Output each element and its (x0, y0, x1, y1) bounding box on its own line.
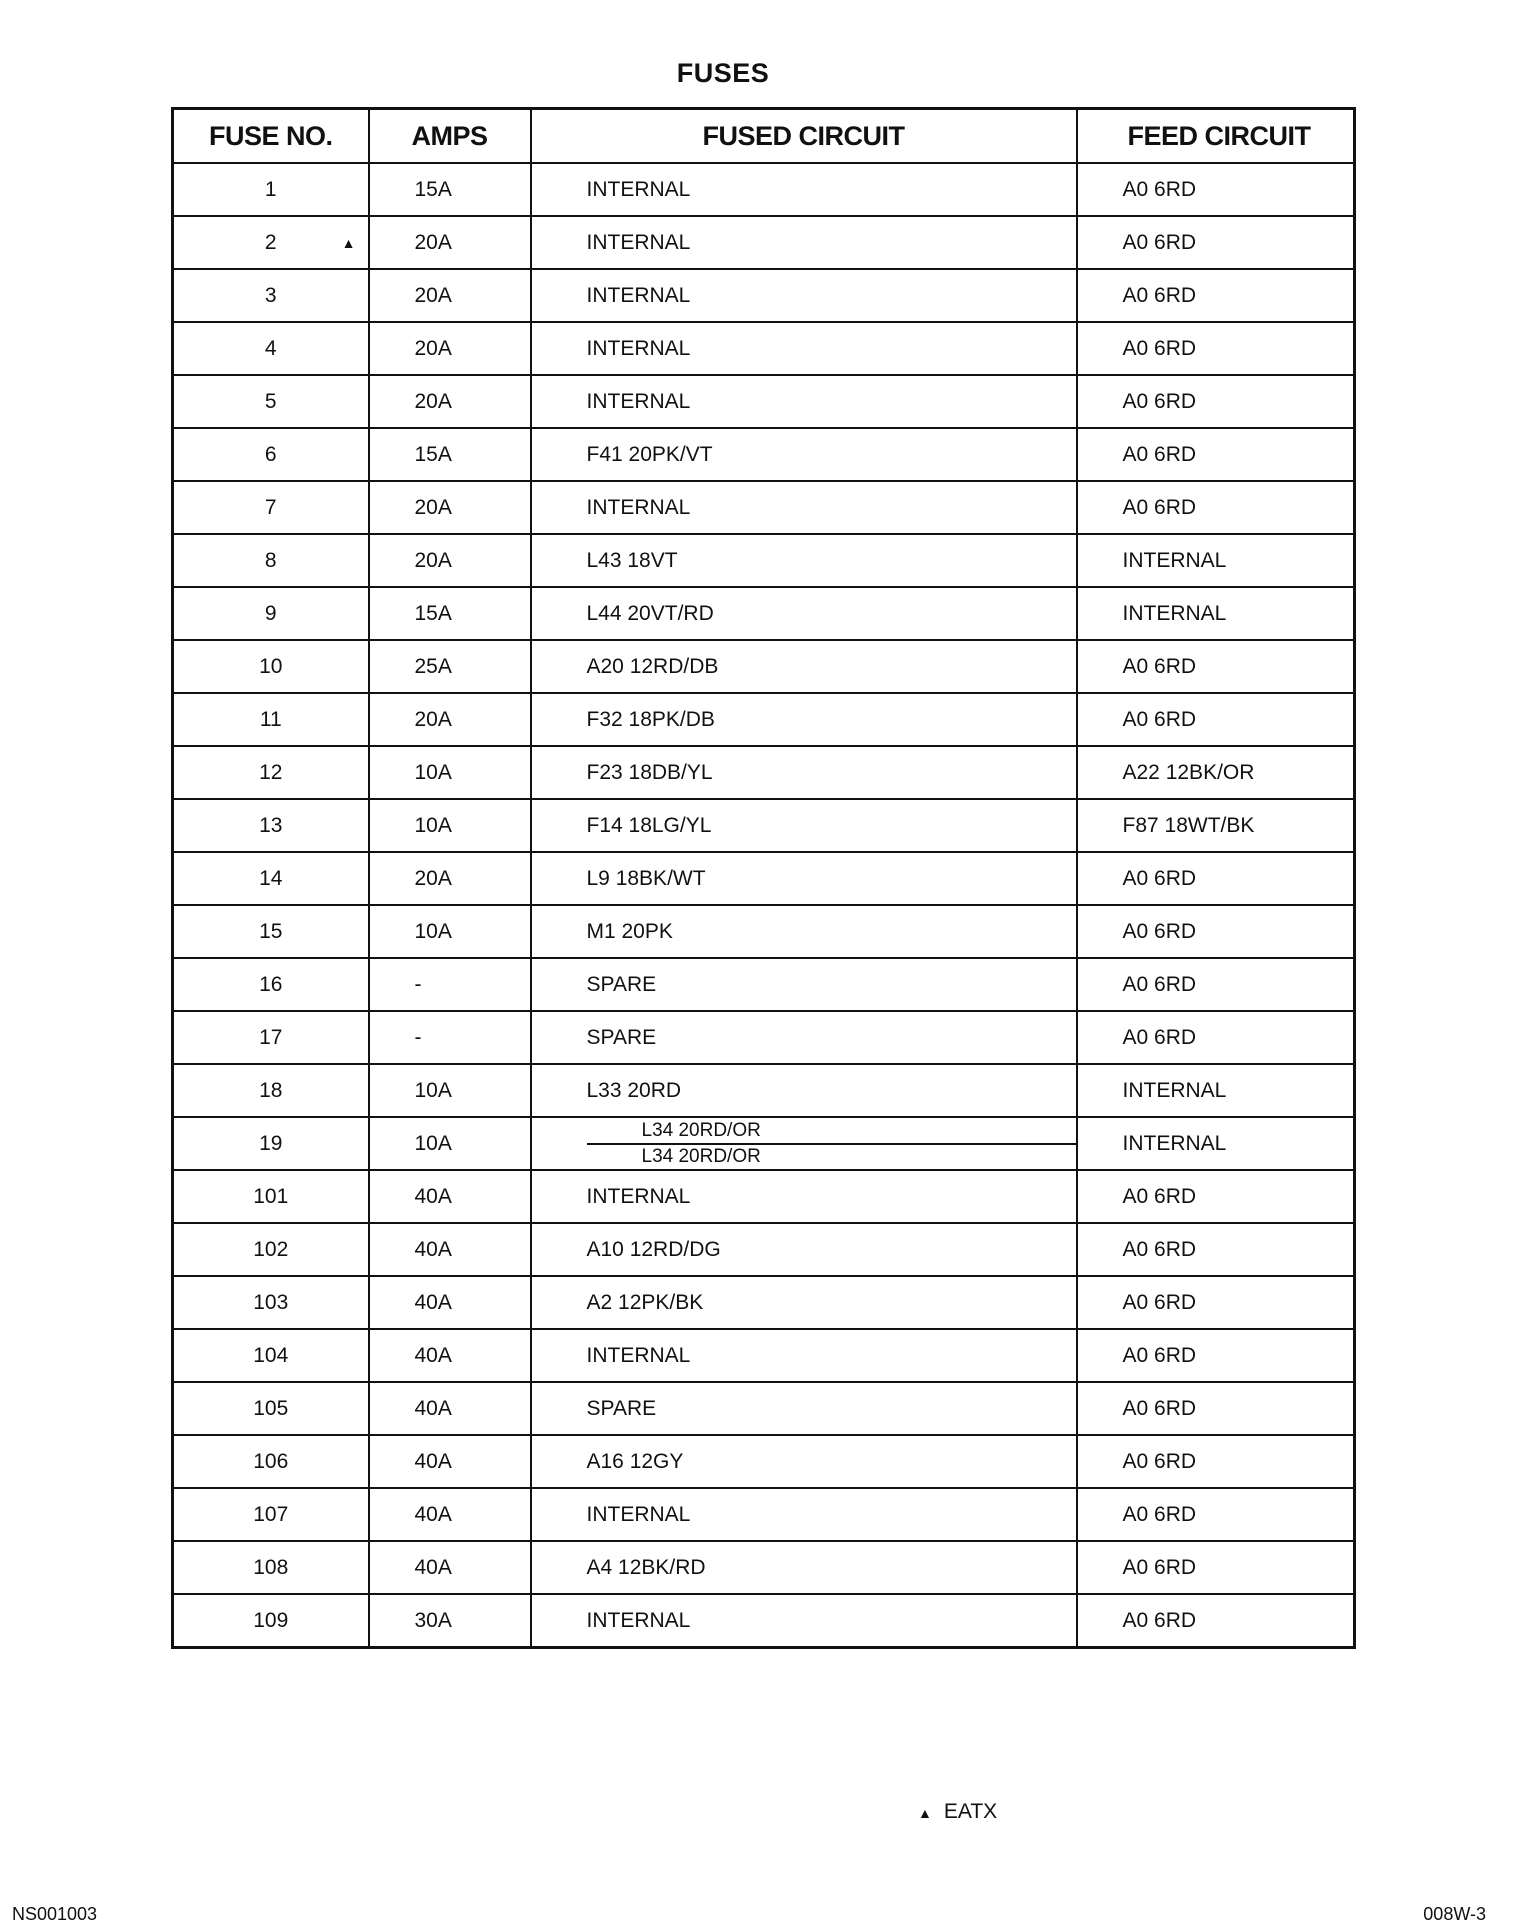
feed-circuit-cell: A0 6RD (1077, 1011, 1355, 1064)
fuse-number: 4 (264, 336, 277, 360)
feed-circuit-cell: A0 6RD (1077, 481, 1355, 534)
fused-circuit-cell: INTERNAL (531, 481, 1077, 534)
table-row (173, 269, 1355, 322)
amps-cell: 40A (369, 1382, 531, 1435)
table-row (173, 1488, 1355, 1541)
amps-cell: 10A (369, 1117, 531, 1170)
fused-circuit-cell: A2 12PK/BK (531, 1276, 1077, 1329)
fuse-number: 1 (264, 177, 277, 201)
fuse-number: 106 (253, 1449, 289, 1473)
amps-cell: 20A (369, 481, 531, 534)
document-code-left: NS001003 (12, 1904, 98, 1924)
fuse-number: 9 (264, 601, 277, 625)
fused-circuit-cell: INTERNAL (531, 269, 1077, 322)
feed-circuit-cell: A0 6RD (1077, 1435, 1355, 1488)
fused-circuit-cell: A20 12RD/DB (531, 640, 1077, 693)
fuse-number-cell (173, 216, 369, 269)
amps-cell: 20A (369, 693, 531, 746)
fuse-number: 19 (259, 1131, 283, 1155)
fuse-number-cell (173, 587, 369, 640)
fused-circuit-cell: M1 20PK (531, 905, 1077, 958)
fused-circuit-cell: INTERNAL (531, 1594, 1077, 1648)
fused-circuit-cell: SPARE (531, 1382, 1077, 1435)
fuse-number: 108 (253, 1555, 289, 1579)
amps-cell: 15A (369, 587, 531, 640)
amps-cell: 40A (369, 1435, 531, 1488)
amps-cell: 30A (369, 1594, 531, 1648)
fuse-number: 17 (259, 1025, 283, 1049)
fuse-number-cell (173, 693, 369, 746)
feed-circuit-cell: A0 6RD (1077, 428, 1355, 481)
amps-cell: 15A (369, 163, 531, 216)
fuse-number: 15 (259, 919, 283, 943)
fuse-number: 3 (264, 283, 277, 307)
table-row (173, 322, 1355, 375)
fuse-number-cell (173, 1488, 369, 1541)
feed-circuit-cell: A0 6RD (1077, 1170, 1355, 1223)
fused-circuit-line: L34 20RD/OR (641, 1119, 761, 1141)
fuse-number: 12 (259, 760, 283, 784)
amps-cell: 20A (369, 269, 531, 322)
legend-text: EATX (943, 1800, 998, 1823)
fuse-number: 18 (259, 1078, 283, 1102)
feed-circuit-cell: A0 6RD (1077, 852, 1355, 905)
feed-circuit-cell: A0 6RD (1077, 375, 1355, 428)
feed-circuit-cell: A22 12BK/OR (1077, 746, 1355, 799)
fused-circuit-cell: SPARE (531, 958, 1077, 1011)
table-row (173, 1064, 1355, 1117)
feed-circuit-cell: A0 6RD (1077, 163, 1355, 216)
fuse-number-cell (173, 1011, 369, 1064)
table-row (173, 1223, 1355, 1276)
table-row (173, 746, 1355, 799)
fuse-number-cell (173, 852, 369, 905)
fuse-number-cell (173, 1382, 369, 1435)
fused-circuit-cell: L43 18VT (531, 534, 1077, 587)
amps-cell: 20A (369, 375, 531, 428)
fused-circuit-cell: L9 18BK/WT (531, 852, 1077, 905)
fuse-number-cell (173, 958, 369, 1011)
fuse-number-cell (173, 1541, 369, 1594)
feed-circuit-cell: A0 6RD (1077, 322, 1355, 375)
amps-cell: 10A (369, 1064, 531, 1117)
feed-circuit-cell: A0 6RD (1077, 958, 1355, 1011)
table-header-row (173, 109, 1355, 164)
fuse-number-cell (173, 905, 369, 958)
fuse-number-cell (173, 1276, 369, 1329)
feed-circuit-cell: A0 6RD (1077, 1382, 1355, 1435)
table-row (173, 1382, 1355, 1435)
fused-circuit-cell: INTERNAL (531, 1329, 1077, 1382)
legend (918, 1800, 997, 1824)
fused-circuit-split (587, 1118, 1076, 1169)
feed-circuit-cell: A0 6RD (1077, 216, 1355, 269)
feed-circuit-cell: A0 6RD (1077, 269, 1355, 322)
feed-circuit-cell: A0 6RD (1077, 1276, 1355, 1329)
table-row (173, 1011, 1355, 1064)
amps-cell: 15A (369, 428, 531, 481)
fuse-number-cell (173, 799, 369, 852)
fused-circuit-cell: A10 12RD/DG (531, 1223, 1077, 1276)
table-row (173, 905, 1355, 958)
fuse-number-cell (173, 375, 369, 428)
table-row (173, 375, 1355, 428)
table-row (173, 534, 1355, 587)
column-header-feed-circuit: FEED CIRCUIT (1077, 109, 1355, 164)
feed-circuit-cell: INTERNAL (1077, 587, 1355, 640)
fused-circuit-cell: A4 12BK/RD (531, 1541, 1077, 1594)
amps-cell: 10A (369, 799, 531, 852)
fuse-table (171, 107, 1356, 1649)
page-title: FUSES (676, 58, 770, 88)
amps-cell: 40A (369, 1276, 531, 1329)
table-row (173, 693, 1355, 746)
fuse-number-cell (173, 481, 369, 534)
table-row (173, 481, 1355, 534)
fused-circuit-cell: INTERNAL (531, 1170, 1077, 1223)
fuse-number: 103 (253, 1290, 289, 1314)
fused-circuit-cell: A16 12GY (531, 1435, 1077, 1488)
fuse-number-cell (173, 1329, 369, 1382)
fuse-number: 8 (264, 548, 277, 572)
fuse-number-cell (173, 322, 369, 375)
fused-circuit-cell: SPARE (531, 1011, 1077, 1064)
fused-circuit-cell: INTERNAL (531, 1488, 1077, 1541)
amps-cell: 20A (369, 322, 531, 375)
feed-circuit-cell: INTERNAL (1077, 534, 1355, 587)
feed-circuit-cell: A0 6RD (1077, 1541, 1355, 1594)
fused-circuit-cell: INTERNAL (531, 322, 1077, 375)
fuse-number-cell (173, 1064, 369, 1117)
fuse-number-cell (173, 534, 369, 587)
amps-cell: 40A (369, 1488, 531, 1541)
fuse-number: 105 (253, 1396, 289, 1420)
fuse-number: 101 (253, 1184, 289, 1208)
fused-circuit-cell: INTERNAL (531, 163, 1077, 216)
fused-circuit-cell (531, 1117, 1077, 1170)
fused-circuit-cell: INTERNAL (531, 375, 1077, 428)
table-row (173, 1435, 1355, 1488)
triangle-marker-icon: ▲ (918, 1805, 932, 1821)
fuse-number: 11 (259, 707, 282, 731)
amps-cell: 20A (369, 534, 531, 587)
fuse-number: 14 (259, 866, 283, 890)
fused-circuit-cell: INTERNAL (531, 216, 1077, 269)
table-row (173, 1170, 1355, 1223)
table-row (173, 1594, 1355, 1648)
table-row (173, 1276, 1355, 1329)
table-row (173, 1117, 1355, 1170)
fuse-number-cell (173, 1594, 369, 1648)
table-row (173, 428, 1355, 481)
feed-circuit-cell: A0 6RD (1077, 693, 1355, 746)
table-row (173, 958, 1355, 1011)
document-code-right: 008W-3 (1423, 1904, 1486, 1924)
fused-circuit-line: L34 20RD/OR (587, 1143, 1076, 1170)
table-row (173, 587, 1355, 640)
fuse-number: 16 (259, 972, 283, 996)
feed-circuit-cell: A0 6RD (1077, 1329, 1355, 1382)
fuse-number-cell (173, 163, 369, 216)
fused-circuit-cell: F41 20PK/VT (531, 428, 1077, 481)
fused-circuit-cell: L44 20VT/RD (531, 587, 1077, 640)
table-row (173, 1329, 1355, 1382)
table-row (173, 640, 1355, 693)
feed-circuit-cell: F87 18WT/BK (1077, 799, 1355, 852)
fused-circuit-cell: F32 18PK/DB (531, 693, 1077, 746)
fuse-number: 102 (253, 1237, 289, 1261)
fuse-number: 109 (253, 1608, 289, 1632)
fuse-table-body (173, 163, 1355, 1648)
column-header-amps: AMPS (369, 109, 531, 164)
fuse-number-cell (173, 746, 369, 799)
fused-circuit-cell: L33 20RD (531, 1064, 1077, 1117)
amps-cell: - (369, 958, 531, 1011)
amps-cell: 25A (369, 640, 531, 693)
feed-circuit-cell: A0 6RD (1077, 1223, 1355, 1276)
fuse-number: 107 (253, 1502, 289, 1526)
fuse-number-cell (173, 1223, 369, 1276)
table-row (173, 216, 1355, 269)
fuse-number-cell (173, 1170, 369, 1223)
amps-cell: 40A (369, 1170, 531, 1223)
column-header-fused-circuit: FUSED CIRCUIT (531, 109, 1077, 164)
fuse-number: 10 (259, 654, 283, 678)
amps-cell: 40A (369, 1329, 531, 1382)
triangle-marker-icon: ▲ (341, 234, 356, 251)
amps-cell: 10A (369, 746, 531, 799)
fuse-number-cell (173, 1435, 369, 1488)
feed-circuit-cell: INTERNAL (1077, 1117, 1355, 1170)
table-row (173, 163, 1355, 216)
fused-circuit-cell: F14 18LG/YL (531, 799, 1077, 852)
fuse-number: 5 (264, 389, 277, 413)
fuse-number: 6 (264, 442, 277, 466)
amps-cell: 20A (369, 852, 531, 905)
amps-cell: 40A (369, 1541, 531, 1594)
fuse-number: 2 (264, 230, 277, 254)
fuse-number: 104 (253, 1343, 289, 1367)
feed-circuit-cell: INTERNAL (1077, 1064, 1355, 1117)
column-header-fuse-no: FUSE NO. (173, 109, 369, 164)
fuse-number-cell (173, 1117, 369, 1170)
table-row (173, 852, 1355, 905)
table-row (173, 799, 1355, 852)
feed-circuit-cell: A0 6RD (1077, 905, 1355, 958)
amps-cell: 20A (369, 216, 531, 269)
fused-circuit-cell: F23 18DB/YL (531, 746, 1077, 799)
amps-cell: 40A (369, 1223, 531, 1276)
feed-circuit-cell: A0 6RD (1077, 1488, 1355, 1541)
fuse-number: 13 (259, 813, 283, 837)
table-row (173, 1541, 1355, 1594)
fuse-number-cell (173, 269, 369, 322)
fuse-number: 7 (264, 495, 277, 519)
fuse-number-cell (173, 640, 369, 693)
feed-circuit-cell: A0 6RD (1077, 1594, 1355, 1648)
feed-circuit-cell: A0 6RD (1077, 640, 1355, 693)
fuse-number-cell (173, 428, 369, 481)
amps-cell: 10A (369, 905, 531, 958)
amps-cell: - (369, 1011, 531, 1064)
